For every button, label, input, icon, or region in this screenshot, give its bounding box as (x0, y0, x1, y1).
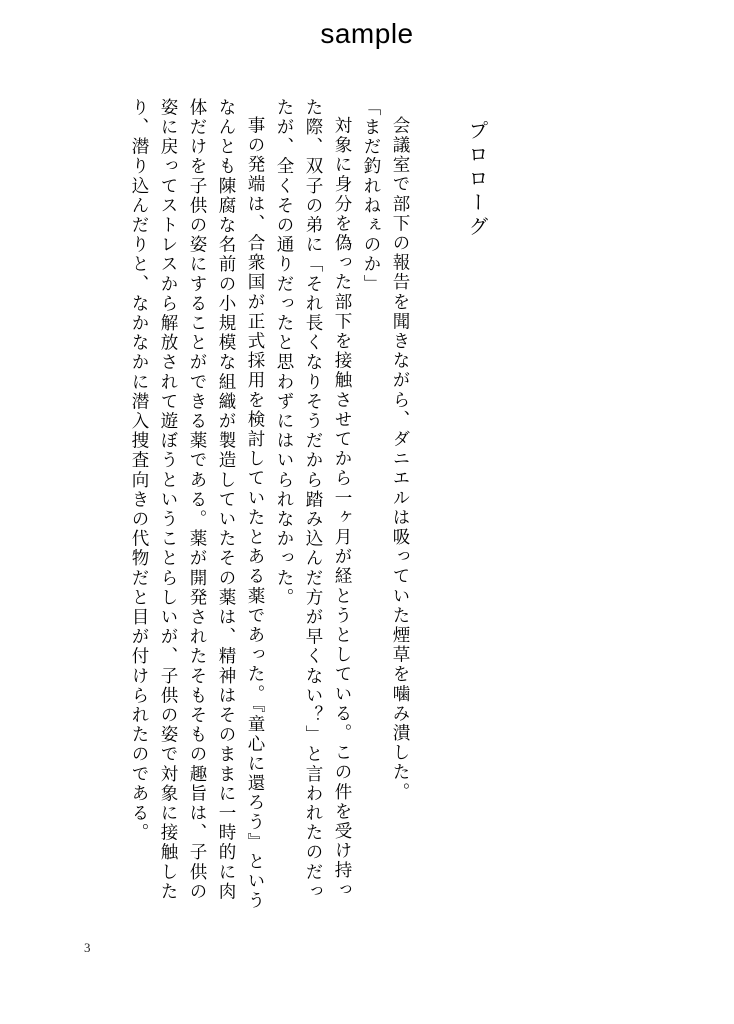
dialogue-line: 「まだ釣れねぇのか」 (361, 98, 381, 294)
chapter-title: プロローグ (465, 120, 489, 240)
page-number: 3 (84, 940, 91, 955)
paragraph: 事の発端は、合衆国が正式採用を検討していたとある薬であった。『童心に還ろう』というなんとも陳腐な名前の小規模な組織が製造していたその薬は、精神はそのままに一時的に肉体だけを子供の姿にすることができる薬である。薬が開発されたそもそもの趣旨は、子供の姿に戻ってストレスから解放されて遊ぼうということらしいが、子供の姿で対象に接触したり、潜り込んだりと、なかなかに潜入捜査向きの代物だと目が付けられたのである。 (129, 98, 265, 911)
paragraph: 会議室で部下の報告を聞きながら、ダニエルは吸っていた煙草を噛み潰した。 (390, 115, 410, 802)
sample-watermark: sample (320, 18, 414, 49)
paragraph: 対象に身分を偽った部下を接触させてから一ヶ月が経とうとしている。この件を受け持った際、双子の弟に「それ長くなりそうだから踏み込んだ方が早くない？」と言われたのだったが、全くその通りだったと思わずにはいられなかった。 (274, 98, 352, 902)
body-text (124, 98, 414, 918)
